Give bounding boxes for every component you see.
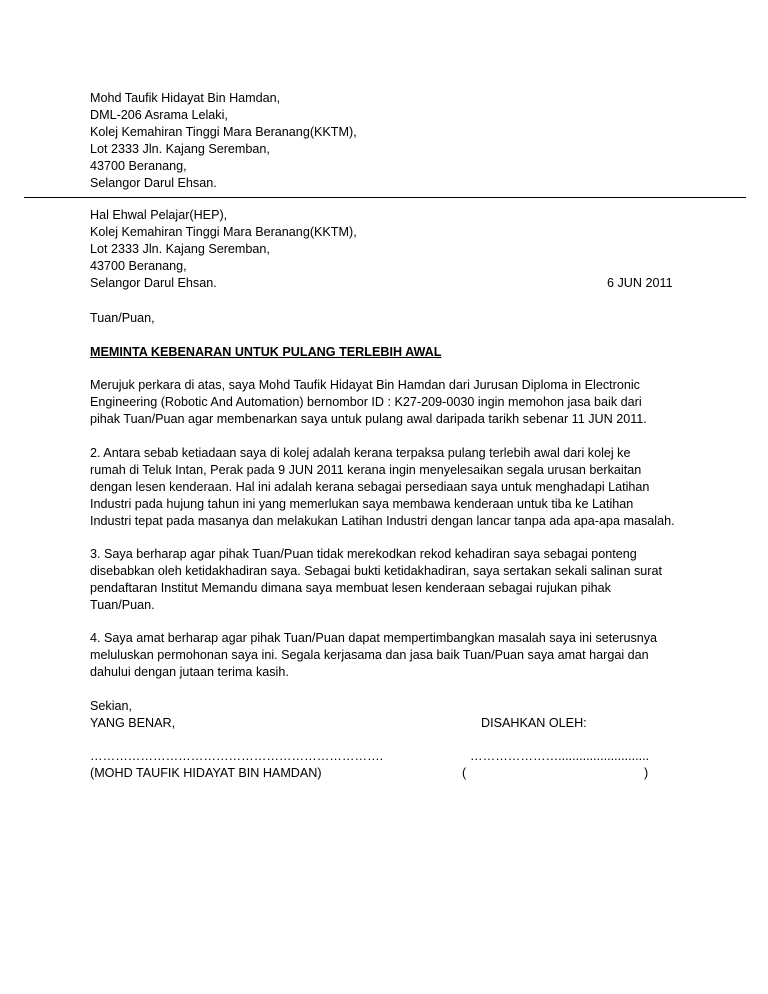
paragraph-line: pendaftaran Institut Memandu dimana saya membuat lesen kenderaan sebagai rujukan pihak — [90, 581, 611, 595]
recipient-line: Selangor Darul Ehsan. — [90, 276, 217, 290]
paragraph-line: meluluskan permohonan saya ini. Segala kerjasama dan jasa baik Tuan/Puan saya amat hargai dan — [90, 648, 649, 662]
paragraph-1 — [90, 377, 690, 428]
paragraph-line: Merujuk perkara di atas, saya Mohd Taufik Hidayat Bin Hamdan dari Jurusan Diploma in Electronic — [90, 378, 640, 392]
paragraph-line: 2. Antara sebab ketiadaan saya di kolej adalah kerana terpaksa pulang terlebih awal dari kolej ke — [90, 446, 631, 460]
recipient-address — [90, 207, 357, 292]
sender-line: Mohd Taufik Hidayat Bin Hamdan, — [90, 91, 281, 105]
paragraph-line: 3. Saya berharap agar pihak Tuan/Puan tidak merekodkan rekod kehadiran saya sebagai ponteng — [90, 547, 637, 561]
paragraph-line: Industri tepat pada masanya dan melakukan Latihan Industri dengan lancar tanpa ada apa-apa masalah. — [90, 514, 675, 528]
closing-yang-benar: YANG BENAR, — [90, 716, 176, 730]
paragraph-line: 4. Saya amat berharap agar pihak Tuan/Puan dapat mempertimbangkan masalah saya ini seterusnya — [90, 631, 658, 645]
header-divider — [24, 197, 746, 198]
approver-paren-close: ) — [644, 766, 649, 780]
paragraph-line: Industri pada hujung tahun ini yang memerlukan saya membawa kenderaan untuk tiba ke Latihan — [90, 497, 634, 511]
signature-line-right: ………………….......................... — [470, 749, 650, 763]
sender-line: Lot 2333 Jln. Kajang Seremban, — [90, 142, 270, 156]
paragraph-line: dahului dengan jutaan terima kasih. — [90, 665, 289, 679]
paragraph-line: disebabkan oleh ketidakhadiran saya. Sebagai bukti ketidakhadiran, saya sertakan sekali salinan surat — [90, 564, 662, 578]
recipient-line: Kolej Kemahiran Tinggi Mara Beranang(KKTM), — [90, 225, 357, 239]
signature-line-left: ……………………………………………………………. — [90, 749, 384, 763]
closing-sekian: Sekian, — [90, 699, 133, 713]
signer-name: (MOHD TAUFIK HIDAYAT BIN HAMDAN) — [90, 766, 322, 780]
recipient-line: Hal Ehwal Pelajar(HEP), — [90, 208, 228, 222]
salutation: Tuan/Puan, — [90, 311, 155, 325]
recipient-line: 43700 Beranang, — [90, 259, 187, 273]
paragraph-line: Engineering (Robotic And Automation) bernombor ID : K27-209-0030 ingin memohon jasa baik dari — [90, 395, 642, 409]
paragraph-line: pihak Tuan/Puan agar membenarkan saya untuk pulang awal daripada tarikh sebenar 11 JUN 2011. — [90, 412, 647, 426]
sender-line: Kolej Kemahiran Tinggi Mara Beranang(KKTM), — [90, 125, 357, 139]
letter-subject: MEMINTA KEBENARAN UNTUK PULANG TERLEBIH AWAL — [90, 345, 442, 359]
letter-date: 6 JUN 2011 — [607, 276, 673, 290]
sender-address — [90, 90, 357, 192]
paragraph-3 — [90, 546, 690, 614]
paragraph-line: rumah di Teluk Intan, Perak pada 9 JUN 2011 kerana ingin menyelesaikan segala urusan berkaitan — [90, 463, 642, 477]
recipient-line: Lot 2333 Jln. Kajang Seremban, — [90, 242, 270, 256]
sender-line: Selangor Darul Ehsan. — [90, 176, 217, 190]
paragraph-2 — [90, 445, 690, 530]
sender-line: 43700 Beranang, — [90, 159, 187, 173]
sender-line: DML-206 Asrama Lelaki, — [90, 108, 228, 122]
disahkan-oleh-label: DISAHKAN OLEH: — [481, 716, 587, 730]
paragraph-line: Tuan/Puan. — [90, 598, 155, 612]
paragraph-4 — [90, 630, 690, 681]
paragraph-line: dengan lesen kenderaan. Hal ini adalah kerana sebagai persediaan saya untuk menghadapi Latihan — [90, 480, 650, 494]
approver-paren-open: ( — [462, 766, 467, 780]
